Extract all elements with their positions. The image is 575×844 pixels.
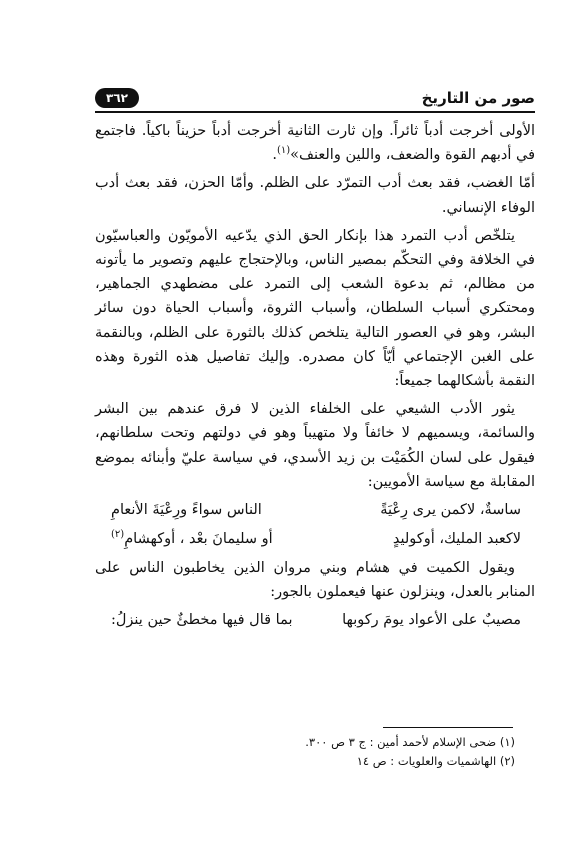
footnote-1: (١) ضحى الإسلام لأحمد أمين : ج ٣ ص ٣٠٠. bbox=[305, 735, 515, 749]
verse-line bbox=[95, 608, 535, 633]
footnote-ref-1: (١) bbox=[276, 145, 291, 157]
paragraph-4: يثور الأدب الشيعي على الخلفاء الذين لا فرق عندهم بين البشر والسائمة، ويسميهم لا خائفاً ولا متهيباً وهو في دولتهم وتحت سلطانهم، فيقول على لسان الكُمَيْت بن زيد الأسدي، في سياسة عليّ وأبنائه بموضع المقابلة مع سياسة الأمويين: bbox=[95, 401, 535, 490]
body-text bbox=[95, 119, 535, 633]
footnote-rule bbox=[383, 727, 513, 728]
verse-hemistich-second: الناس سواءً ورِعْيَةَ الأنعامِ bbox=[111, 502, 262, 519]
verse-hemistich-second-text: أو سليمانَ بعْد ، أوكهشامِ bbox=[124, 531, 273, 548]
page-header bbox=[95, 86, 535, 110]
page-number-badge: ٣٦٢ bbox=[95, 88, 139, 108]
header-rule bbox=[95, 111, 535, 113]
verse-hemistich-second bbox=[111, 527, 308, 552]
paragraph-1-text: الأولى أخرجت أدباً ثائراً. وإن ثارت الثانية أخرجت أدباً حزيناً باكياً. فاجتمع في أدبهم القوة والضعف، واللين والعنف» bbox=[95, 123, 535, 164]
verse-hemistich-first: مصيبٌ على الأعواد يومَ ركوبها bbox=[342, 612, 521, 629]
paragraph-1: الأولى أخرجت أدباً ثائراً. وإن ثارت الثانية أخرجت أدباً حزيناً باكياً. فاجتمع في أدبهم القوة والضعف، واللين والعنف»$^{(١)}$. bbox=[95, 123, 535, 164]
running-title: صور من التاريخ bbox=[421, 89, 535, 107]
verse-line bbox=[95, 498, 535, 523]
verse-hemistich-first: لاكعبد المليك، أوكوليدٍ bbox=[392, 531, 521, 548]
verse-line bbox=[95, 527, 535, 552]
paragraph-5: ويقول الكميت في هشام وبني مروان الذين يخاطبون الناس على المنابر بالعدل، وينزلون عنها فيعملون بالجور: bbox=[95, 560, 535, 601]
footnotes bbox=[180, 733, 515, 771]
footnote-ref-2: (٢) bbox=[111, 529, 125, 541]
paragraph-3: يتلخّص أدب التمرد هذا بإنكار الحق الذي يدّعيه الأمويّون والعباسيّون في الخلافة وفي التحكّم بمصير الناس، وبالإحتجاج عليهم وتصوير ما يأتونه من مظالم، ثم بدعوة الشعب إلى التمرد على مضطهدي الجماهير، ومحتكري أسباب السلطان، وأسباب الثروة، وأسباب الحياة دون سائر البشر، وهو في العصور التالية يتلخص كذلك بالثورة على الظلم، وبالنقمة على الغبن الإجتماعي أيّاً كان مصدره. وإليك تفاصيل هذه الثورة وهذه النقمة بأشكالهما جميعاً: bbox=[95, 227, 535, 390]
verse-hemistich-first: ساسةٌ، لاكمن يرى رِعْيَةً bbox=[380, 502, 521, 519]
footnote-2: (٢) الهاشميات والعلويات : ص ١٤ bbox=[356, 754, 515, 768]
verse-hemistich-second: بما قال فيها مخطئٌ حين ينزلُ: bbox=[111, 612, 293, 629]
paragraph-2: أمّا الغضب، فقد بعث أدب التمرّد على الظلم. وأمّا الحزن، فقد بعث أدب الوفاء الإنساني. bbox=[95, 175, 535, 216]
